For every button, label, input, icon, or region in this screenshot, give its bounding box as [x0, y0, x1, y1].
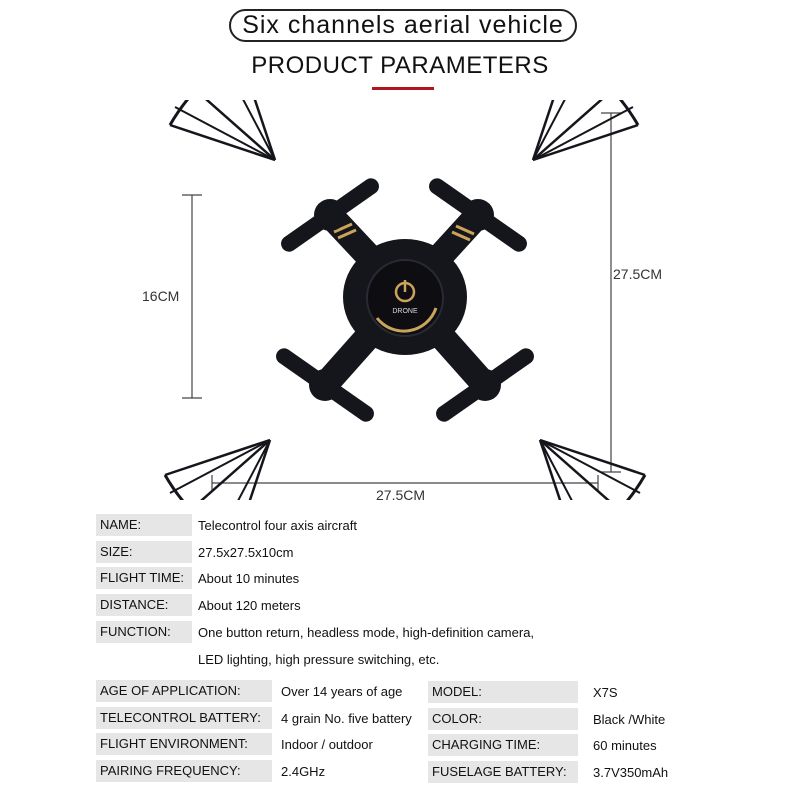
spec-label-function: FUNCTION:: [96, 621, 192, 643]
grid-label-color: COLOR:: [428, 708, 578, 730]
grid-label-pairing-frequency: PAIRING FREQUENCY:: [96, 760, 272, 782]
spec-value-function-line2: LED lighting, high pressure switching, etc.: [198, 652, 440, 667]
grid-value-age: Over 14 years of age: [281, 684, 403, 699]
spec-value-function-line1: One button return, headless mode, high-definition camera,: [198, 625, 535, 640]
spec-value-name: Telecontrol four axis aircraft: [198, 518, 357, 533]
grid-value-flight-environment: Indoor / outdoor: [281, 737, 373, 752]
grid-value-color: Black /White: [593, 712, 666, 727]
spec-value-distance: About 120 meters: [198, 598, 301, 613]
drone-logo-text: DRONE: [392, 308, 418, 315]
section-subtitle: PRODUCT PARAMETERS: [251, 52, 549, 79]
spec-label-name: NAME:: [96, 514, 192, 536]
grid-label-charging-time: CHARGING TIME:: [428, 734, 578, 756]
spec-label-flight-time: FLIGHT TIME:: [96, 567, 192, 589]
spec-value-flight-time: About 10 minutes: [198, 571, 300, 586]
grid-value-telecontrol-battery: 4 grain No. five battery: [281, 711, 412, 726]
grid-value-charging-time: 60 minutes: [593, 738, 657, 753]
page-title: [229, 9, 577, 42]
dimension-width-label: 27.5CM: [376, 487, 426, 503]
spec-value-size: 27.5x27.5x10cm: [198, 545, 294, 560]
drone-body: [343, 239, 467, 355]
propeller-guard-front-left: [170, 100, 275, 160]
drone-illustration: [0, 100, 800, 500]
page-title-text: Six channels aerial vehicle: [242, 11, 564, 39]
propeller-guard-rear-left: [165, 440, 270, 500]
dimension-depth-label: 27.5CM: [613, 266, 663, 282]
grid-value-pairing-frequency: 2.4GHz: [281, 764, 326, 779]
spec-label-distance: DISTANCE:: [96, 594, 192, 616]
grid-label-telecontrol-battery: TELECONTROL BATTERY:: [96, 707, 272, 729]
grid-value-model: X7S: [593, 685, 618, 700]
propeller-guard-rear-right: [540, 440, 645, 500]
spec-label-size: SIZE:: [96, 541, 192, 563]
grid-label-age: AGE OF APPLICATION:: [96, 680, 272, 702]
accent-divider: [372, 87, 434, 90]
grid-label-model: MODEL:: [428, 681, 578, 703]
propeller-guard-front-right: [533, 100, 638, 160]
grid-value-fuselage-battery: 3.7V350mAh: [593, 765, 669, 780]
grid-label-flight-environment: FLIGHT ENVIRONMENT:: [96, 733, 272, 755]
grid-label-fuselage-battery: FUSELAGE BATTERY:: [428, 761, 578, 783]
dimension-height-label: 16CM: [142, 288, 180, 304]
